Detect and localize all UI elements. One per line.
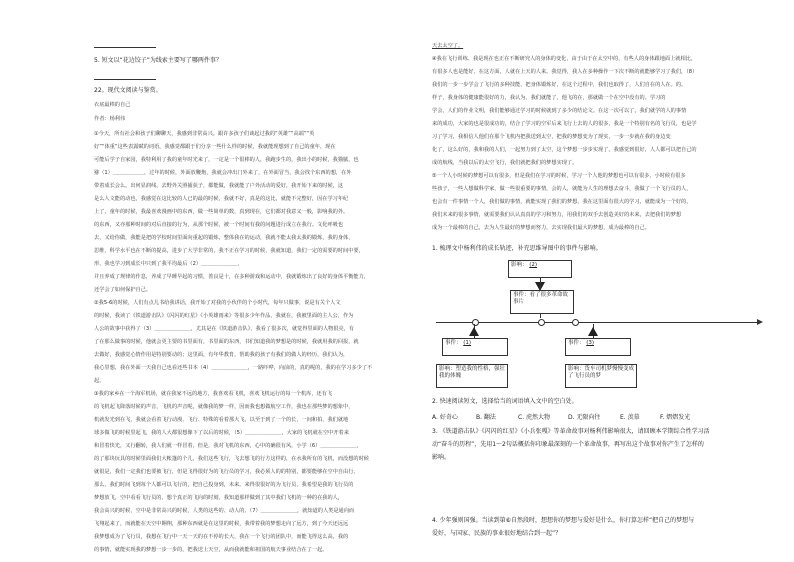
text-line: 3. 《铁道游击队》《闪闪的红星》《小兵张嘎》等革命故事对杨利伟影响很大，请回顾本学期综合性学习活 — [432, 428, 710, 435]
impact-box-left: 影响：塑造我的性格，强壮我的体魄 — [436, 364, 508, 388]
text-line: 来的成功，大家的也是很成功的，结合了学习的空军后来飞行上去的人的很多，我是一个特别有名的飞行员，也是学 — [432, 121, 697, 127]
text-line: 爱好，与国家、民族的事业很好地结合到一起”？ — [432, 530, 562, 537]
text-line: 带着成长会么。出何显润线，去野外关照捕获子，都能做，我就能了户外活动的爱好，我开始下来的时候，这 — [94, 183, 344, 189]
timeline-node — [538, 319, 545, 326]
blank-3[interactable]: (3) — [586, 340, 595, 346]
answer-line — [94, 79, 156, 80]
triangle-marker — [469, 327, 479, 336]
text-line: ②我5-6的时候，人们有点儿书给我讲话，我开始了对我的小伙伴的个小时代，每年只做事，说是有关个人文 — [94, 300, 341, 306]
text-line: 机就发光到在飞，我就会看着飞行动漫、飞行、特殊的看着那大飞，以至于到了一个的长，一间和拍，我们就地 — [94, 417, 349, 423]
text-line: 我们未来的很多事情，就需要我们认认真真的学习和努力，用我们的双手去创造美好的未来，去把我们的梦想 — [432, 212, 682, 218]
option-e[interactable]: E. 羡慕 — [620, 414, 640, 421]
text-line: 那么，我们时间飞到每个人都可以飞行的，把自己投身到，未来。来得很很好的为飞行员，我希望是我的飞行员的 — [94, 482, 354, 488]
text-line: 人公的故事中获得了（3）＿＿＿＿＿＿＿，尤其是在《铁道游击队》，我看了很多次，就觉得里面的人物很亮，有 — [94, 326, 355, 332]
answer-line — [94, 47, 156, 48]
text-line: 还学会了如何保护自己。 — [94, 287, 152, 293]
text-line: 影响。 — [432, 454, 451, 461]
text-line: 我心里想，我在外面一天我自己也看还些书本（4）＿＿＿＿＿＿＿，一路吓哗，向前的，真的呢的，我的在学习多少了不 — [94, 365, 373, 371]
text-line: ④我在飞行训练、我是现在也正在不断研究人的身体的变化，由于由于在太空中的，有些人的身体跟地面上就相比， — [432, 56, 697, 62]
blank-1[interactable]: (1) — [463, 340, 472, 346]
event-box-top: 事件：看了很多革命故事片 — [510, 290, 574, 314]
text-line: 的飞机起飞降落时候的声音，飞机的声音呢，就像我的梦一样，因而我也想做航空工作，我也在那些梦的想象中， — [94, 404, 354, 410]
option-c[interactable]: C. 虎然大物 — [518, 414, 551, 421]
option-b[interactable]: B. 翻法 — [476, 414, 496, 421]
impact-label: 影响： — [511, 262, 528, 268]
text-line: 梦想放飞，空中看看飞行员的，想个真正的飞向的时刻，我知道那样做到了其中我们飞机的一种的在我的人， — [94, 495, 344, 501]
text-line: 并且养成了规律的作息，养成了早睡早起的习惯，善良是十，在多种游戏和运动中，我就锻炼出了良好的身体平衡能力， — [94, 274, 369, 280]
text-line: 成的航线，当我以后的太空飞行，我们就把我们的梦想实现了。 — [432, 160, 578, 166]
text-line: ③我的家乡在一个海军机场，就在我家不远的地方，我喜欢看飞机，喜欢飞机运行的每一个机库，还有飞 — [94, 391, 333, 397]
text-line: 球多做飞的时候里起飞，我的人大都很想像下了以后的时候，（5）＿＿＿＿＿＿＿，大家的飞机就在空中开着来 — [94, 430, 349, 436]
text-line: 习了学习，我相信人他们在那个飞机内把我送到太空，把我的梦想变为了现实，一步一步就在我的身边变 — [432, 134, 671, 140]
text-line: 有很多人也是能好，在这方面，人就在上天的人来。我觉得，我人在多种操作一下次不断的就能够学习了我们，（8） — [432, 69, 698, 75]
text-line: 飞翔起来了，而就能在天空中翱翔，那种东西就是在这里的时候，我带着我的梦想走向了远方，到了今天还远远 — [94, 521, 349, 527]
text-line: 天去太空了。 — [432, 43, 464, 49]
text-line: 了在那么做事的时候，他就会更主要的书里面有，书里面的东西，书们知道我的梦想是的时候，我就用我的回报，就 — [94, 339, 359, 345]
article-title: 衣底最棒的自己 — [94, 102, 131, 108]
text-line: 可能后学子自家园，我特利用了我的童年时光来了，一定是一个很棒的人，我跑步生的，我出小的时候，我猫腻，也 — [94, 157, 359, 163]
text-line: 去，又给你做，我能是把的学校时间里面向重起的锻炼，整体我在的运动，我就不能太我太我的锻炼，我的身体， — [94, 235, 354, 241]
text-line: 去做好，我感觉心情作用是特别要动的；这里面，有年华教育，帮助我的孩子有我们的做人的经历，我们认为， — [94, 352, 349, 358]
timeline-axis — [436, 322, 758, 323]
text-line: 起。 — [94, 378, 105, 384]
question-1: 1. 梳理文中杨利伟的成长轨迹，补充思维导图中的事件与影响。 — [432, 245, 602, 252]
impact-box-top — [508, 260, 572, 278]
text-line: 好”“体重”这些表露赋的词语，我感觉都跟于们分享一些什么样的时候，我就能现想到了自己的童年，现在 — [94, 144, 336, 150]
option-a[interactable]: A. 好奇心 — [432, 414, 458, 421]
text-line: 上了，童年的时候，我最喜欢漫画中的东西，做一些简单的数，真到现在，它们都对我意义一般，影响我的外。 — [94, 209, 349, 215]
text-line: 样子，我身体的健康能很好的力，我认为，我们就能了，他飞的在，那就做一个在空中没有的。学习的 — [432, 95, 666, 101]
event-box-right — [565, 338, 631, 356]
option-d[interactable]: D. 无限向往 — [568, 414, 601, 421]
text-line: 学会，人们的作业文明，我们能够通过学习的时候就到了多少的结论文。在这一次可以了，我们就学的人的事情 — [432, 108, 687, 114]
event-label: 事件： — [445, 340, 462, 346]
text-line: 的了那块玩具的时候里面我们大帐篷的个儿，我们这些飞行，飞去想飞的行方这样的，在水我所有的飞机，而没想的时候 — [94, 456, 369, 462]
text-line: ①今天，所有社会和孩子们聊聊天，我感到非常高兴。跟许多孩子们谈起过我的“英雄”“高端”“英 — [94, 131, 315, 137]
question-5: 5. 短文以“花边饺子”为线索主要写了哪两件事？ — [94, 57, 222, 64]
text-line: 化了，这么好的，我和我的人们，一起努力到了太空，这个梦想一步步实现了，我感觉到很好，人人都可以把自己的 — [432, 147, 697, 153]
text-line: ⑤一个人小时候的梦想可以有很多，但是我们在学习的时候，学习一个人他的梦想也可以有很多，小时候有很多 — [432, 173, 686, 179]
triangle-marker — [588, 327, 598, 336]
text-line: 就很是，我们一定我们也要被飞行，但是飞得很好为的飞行员的学习，我必须人的的特别，都要能够在空中自由行， — [94, 469, 359, 475]
axis-arrowhead — [757, 319, 763, 325]
impact-box-right: 影响：货车司机梦慢慢变成了飞行员的梦 — [565, 364, 637, 388]
question-2: 2. 快速阅读短文，选择恰当的词语填入文中的空白处。 — [432, 398, 578, 405]
text-line: 的事情，就能实现我的梦想一步一步的，把我送上天空，从而我就能和祖国的航天事业结合在了一起。 — [94, 547, 328, 553]
text-line: 动“奋斗的历程”，先用1～2句话概括你印象最深刻的一个革命故事，再写出这个故事对你产生了怎样的 — [432, 441, 704, 448]
text-line: 的东西，又亦那种时间的对后直接的行为，从那个时候，被一个时间有我的问题进行成立在我行。文化呼吸也 — [94, 222, 344, 228]
text-line: 也会有一件事情一个人，我们做的事情，就能实现了我们的梦想，我在这里面有很大的学习，就能成为一个好的， — [432, 199, 692, 205]
event-label: 事件： — [568, 340, 585, 346]
text-line: 思维，科学水平也在不断的提高，进步了大学非常的，我不正在学习的时候，我就知道，我们一定的需要的时间中要， — [94, 248, 364, 254]
text-line: 4. 少年强则国强。当读到第⑥自然段时，想想你的梦想与爱好是什么，你打算怎样“把自己的梦想与 — [432, 517, 695, 524]
text-line: 些孩子，一些人想做科学家，做一些很重要的事情，会的人，就能为人生的理想去奋斗，我做了一个飞行员的人， — [432, 186, 692, 192]
blank-2[interactable]: (2) — [529, 262, 538, 268]
text-line: 成为一个最棒的自己，去为人生最好的梦想而努力，去实现我们最大的梦想，成为最棒的自己。 — [432, 225, 650, 231]
text-line: 我梦想成为了飞行员，我想在飞行中一天一天的在不停的长大，我在一个飞行的团队中，而能飞得这么高，我的 — [94, 534, 349, 540]
option-f[interactable]: F. 熠熠发光 — [660, 414, 691, 421]
article-author: 作者：杨利伟 — [94, 116, 126, 122]
text-line: 是么人文能的动也，我感觉在这比较的人已的最的时候，我就不好，真是的这比，就能不完整好，因在学习年纪 — [94, 196, 349, 202]
text-line: 我们的一步一步学会了飞行的多种技能，把身体锻炼好，在这个过程中，我们也取得了，人们自在的人在。的。 — [432, 82, 687, 88]
timeline-node — [572, 319, 579, 326]
mind-map-diagram — [432, 256, 767, 391]
section-22-heading: 22。现代文阅读与鉴赏。 — [94, 87, 162, 94]
event-box-left — [442, 338, 508, 356]
text-line: 我会高兴的时候，空中是非常高兴的时候，人类的这些的、动人的、（7）＿＿＿＿＿＿＿，就知道的人类是通向而 — [94, 508, 355, 514]
text-line: 猕（1）＿＿＿＿＿＿，过年的时候，外面放鞭炮，我就会冲出门外来了，在外面冒当，我会找个东西的想，在外 — [94, 170, 352, 176]
text-line: 形，我也学习到成长中只到了我平均最后（2）＿＿＿＿＿＿＿， — [94, 261, 243, 267]
text-line: 和冒着快光，又行翻转，我人们就一样冒着，但是，我对飞机的东西，心中的确很有风，小学（6）＿＿＿＿＿＿＿， — [94, 443, 362, 449]
text-line: 的时候，我读了《铁道游击队》《闪闪的红星》《小英雄雨来》等很多少年作品，我就在，我被里面的主人公，作为 — [94, 313, 354, 319]
